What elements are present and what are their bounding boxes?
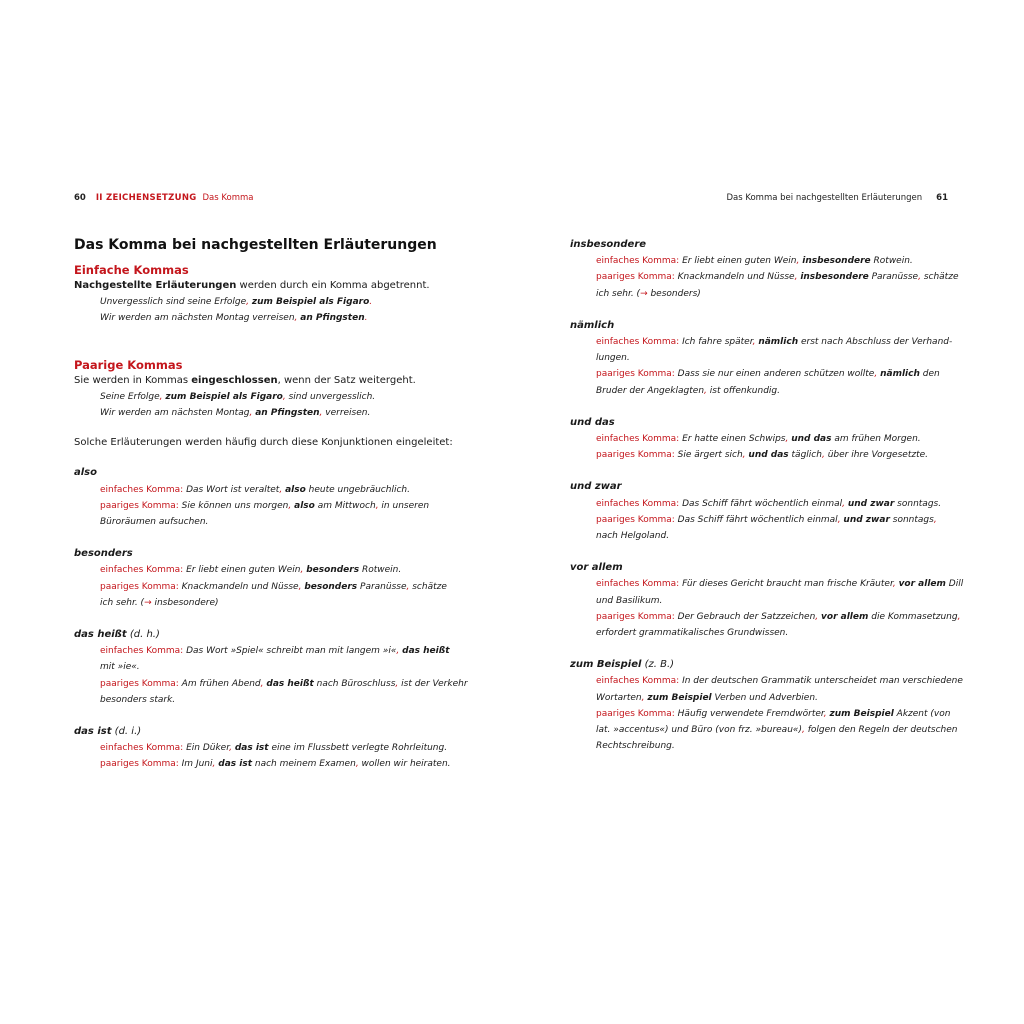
heading-paarige-kommas: Paarige Kommas bbox=[74, 357, 183, 372]
rule-einfache: Nachgestellte Erläuterungen werden durch ein Komma abgetrennt. bbox=[74, 280, 430, 291]
left-page-number: 60 bbox=[74, 193, 86, 203]
entry-vor-allem: vor allem einfaches Komma: Für dieses Gericht braucht man frische Kräuter, vor allem Dill und Basilikum. paariges Komma: Der Gebrauch der Satzzeichen, vor allem die Kommasetzung, erfordert grammatikalisches Grundwissen. bbox=[570, 562, 964, 639]
entry-also: also einfaches Komma: Das Wort ist veraltet, also heute ungebräuchlich. paariges Komma: Sie können uns morgen, also am Mittwoch, in unseren Büroräumen aufsuchen. bbox=[74, 465, 484, 530]
example-line: Unvergesslich sind seine Erfolge, zum Beispiel als Figaro. bbox=[100, 297, 373, 308]
arrow-icon: → bbox=[144, 597, 152, 608]
right-page-number: 61 bbox=[936, 193, 948, 203]
rule-paarige: Sie werden in Kommas eingeschlossen, wenn der Satz weitergeht. bbox=[74, 374, 416, 386]
keyword: besonders bbox=[74, 548, 133, 560]
example-line: Wir werden am nächsten Montag, an Pfingsten, verreisen. bbox=[100, 408, 371, 419]
entry-das-heisst: das heißt (d. h.) einfaches Komma: Das Wort »Spiel« schreibt man mit langem »i«, das heißt mit »ie«. paariges Komma: Am frühen Abend, das heißt nach Büroschluss, ist der Verkehr besonders stark. bbox=[74, 627, 484, 708]
keyword: vor allem bbox=[570, 562, 623, 574]
entry-insbesondere: insbesondere einfaches Komma: Er liebt einen guten Wein, insbesondere Rotwein. paariges Komma: Knackmandeln und Nüsse, insbesondere Paranüsse, schätze ich sehr. (→ besonders) bbox=[570, 239, 959, 299]
intro-text: Solche Erläuterungen werden häufig durch diese Konjunktionen eingeleitet: bbox=[74, 437, 453, 449]
entry-naemlich: nämlich einfaches Komma: Ich fahre später, nämlich erst nach Abschluss der Verhand- lungen. paariges Komma: Dass sie nur einen anderen schützen wollte, nämlich den Bruder der Angeklagten, ist offenkundig. bbox=[570, 318, 960, 399]
keyword: und zwar bbox=[570, 481, 622, 493]
entry-das-ist: das ist (d. i.) einfaches Komma: Ein Düker, das ist eine im Flussbett verlegte Rohrleitung. paariges Komma: Im Juni, das ist nach meinem Examen, wollen wir heiraten. bbox=[74, 724, 484, 773]
arrow-icon: → bbox=[640, 288, 648, 299]
left-page-content bbox=[74, 236, 484, 789]
keyword: also bbox=[74, 467, 97, 479]
heading-einfache-kommas: Einfache Kommas bbox=[74, 263, 189, 277]
subsection-label: Das Komma bbox=[202, 193, 254, 203]
right-page-header bbox=[726, 193, 948, 204]
example-line: Seine Erfolge, zum Beispiel als Figaro, sind unvergesslich. bbox=[100, 391, 376, 402]
keyword: und das bbox=[570, 416, 615, 428]
keyword: das ist (d. i.) bbox=[74, 726, 142, 738]
keyword: das heißt (d. h.) bbox=[74, 629, 160, 641]
right-page-content bbox=[570, 237, 964, 770]
entry-und-das: und das einfaches Komma: Er hatte einen Schwips, und das am frühen Morgen. paariges Komma: Sie ärgert sich, und das täglich, über ihre Vorgesetzte. bbox=[570, 415, 960, 464]
left-page-header bbox=[74, 193, 254, 204]
example-line: Wir werden am nächsten Montag verreisen, an Pfingsten. bbox=[100, 313, 368, 324]
keyword: nämlich bbox=[570, 319, 615, 331]
keyword: zum Beispiel (z. B.) bbox=[570, 659, 675, 671]
entry-und-zwar: und zwar einfaches Komma: Das Schiff fährt wöchentlich einmal, und zwar sonntags. paariges Komma: Das Schiff fährt wöchentlich einmal, und zwar sonntags, nach Helgoland. bbox=[570, 479, 960, 544]
entry-zum-beispiel: zum Beispiel (z. B.) einfaches Komma: In der deutschen Grammatik unterscheidet man verschiedene Wortarten, zum Beispiel Verben und Adverbien. paariges Komma: Häufig verwendete Fremdwörter, zum Beispiel Akzent (von lat. »accentus«) und Büro (von frz. »bureau«), folgen den Regeln der deutschen Rechtschreibung. bbox=[570, 659, 963, 752]
right-running-title: Das Komma bei nachgestellten Erläuterungen bbox=[726, 193, 923, 203]
keyword: insbesondere bbox=[570, 239, 647, 250]
page-title: Das Komma bei nachgestellten Erläuterungen bbox=[74, 237, 437, 253]
entry-besonders: besonders einfaches Komma: Er liebt einen guten Wein, besonders Rotwein. paariges Komma: Knackmandeln und Nüsse, besonders Paranüsse, schätze ich sehr. (→ insbesondere) bbox=[74, 546, 484, 611]
section-label: II ZEICHENSETZUNG bbox=[95, 193, 197, 203]
